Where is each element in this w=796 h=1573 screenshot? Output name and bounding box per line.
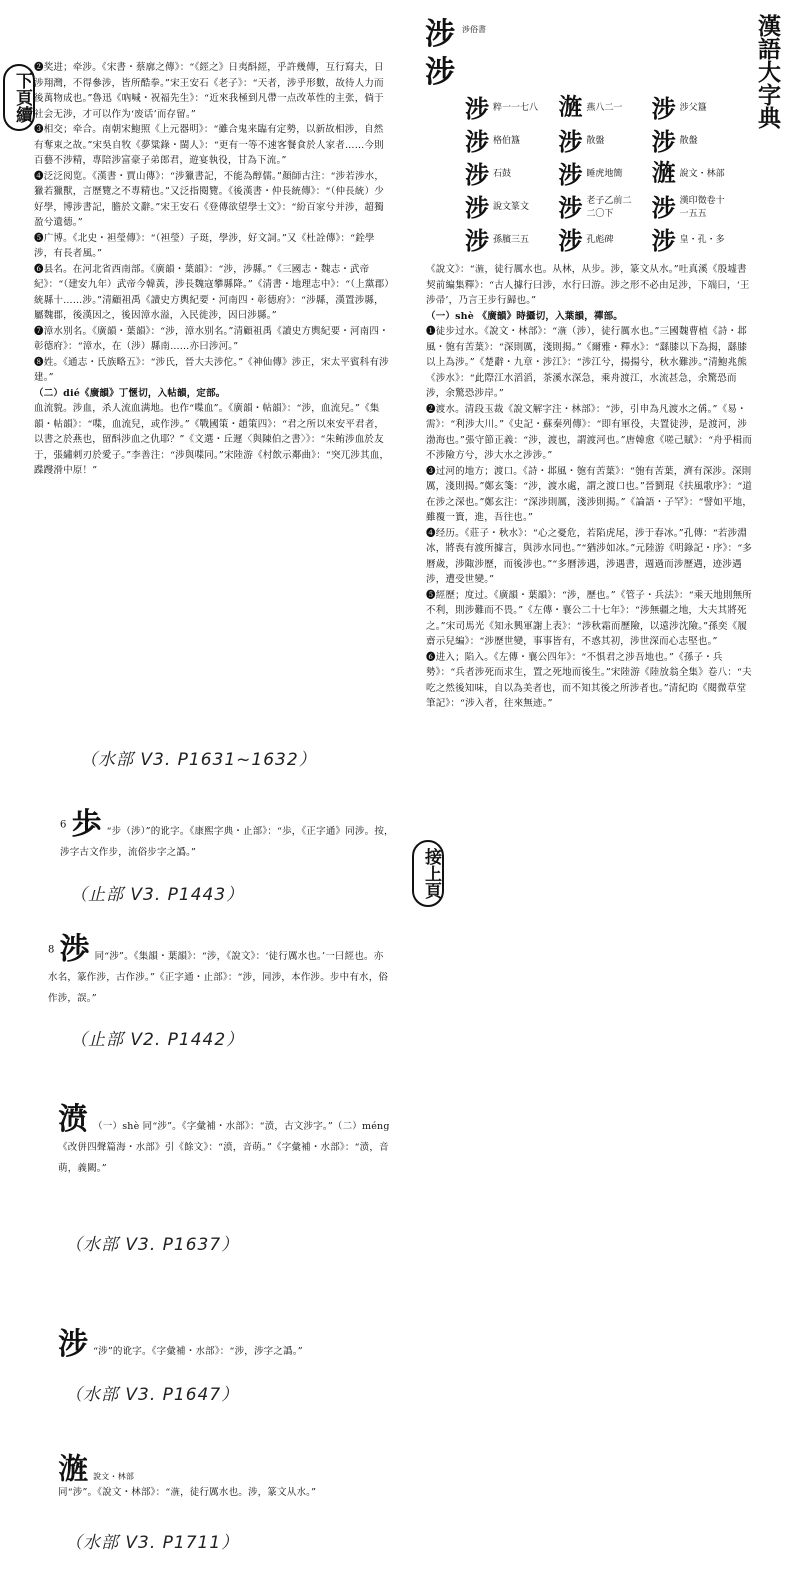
definition-paragraph: ❻进入；陷入。《左傳・襄公四年》：“不惧君之涉吾地也。”《孫子・兵勢》：“兵者涉死而求生，置之死地而後生。”宋陸游《陸放翁全集》卷八：“夫吃之然後知味，自以為美者也，而不知其後之所涉者也。”清紀昀《閱微草堂筆記》：“涉入者，往來無迹。” [426,651,752,709]
glyph: 涉 [465,226,489,255]
glyph-source: 漢印徵卷十一五五 [679,195,725,219]
glyph-source: 散盤 [679,136,698,146]
glyph: 𣻓 [651,158,676,187]
glyph-source: 格伯簋 [493,136,521,146]
dictionary-entry [58,1452,393,1501]
glyph-row [465,156,745,189]
glyph: 涉 [558,226,583,255]
definition-paragraph: ❽姓。《通志・氏族略五》：“涉氏，晉大夫涉佗。”《神仙傳》涉正，宋太平賓科有涉建。” [34,356,389,383]
definition-paragraph: ❼漳水别名。《廣韻・葉韻》：“涉，漳水别名。”清顧祖禹《讀史方輿紀要・河南四・彰德府》：“漳水，在（涉）縣南……亦曰涉河。” [34,325,389,352]
definition-paragraph: （一）shè 《廣韻》時攝切，入葉韻，禪部。 [426,310,624,322]
glyph: 涉 [465,160,489,189]
glyph-row [465,90,745,123]
glyph: 𣻓 [558,92,583,121]
glyph-source: 燕八二一 [586,103,623,113]
glyph: 涉 [651,193,676,222]
entry-definition: （一）shè 同“涉”。《字彙補・水部》：“𣸣，古文涉字。”（二）méng 《改併四聲篇海・水部》引《餘文》：“𣸣，音萌。”《字彙補・水部》：“𣸣，音萌，義闕。” [58,1121,390,1174]
glyph-row [465,222,745,255]
page-title: 漢語大字典 [754,14,781,129]
entry-definition: 同“涉”。《說文・林部》：“𣻓，徒行厲水也。涉，篆文从水。” [58,1487,317,1498]
handwritten-page-reference: （水部 V3. P1647） [65,1385,240,1405]
glyph-source: 粹一一七八 [493,103,539,113]
handwritten-page-reference: （水部 V3. P1631~1632） [80,750,317,770]
entry-source-label: 說文・林部 [93,1472,135,1481]
left-column-definitions [34,60,392,479]
glyph-source: 散盤 [586,136,605,146]
definition-paragraph: ❹泛泛阅览。《漢書・賈山傳》：“涉獵書記，不能為醇儒。”顏師古注：“涉若涉水，獵若獵獸，言歷覽之不專精也。”又泛指閱覽。《後漢書・仲長統傳》：“（仲長統）少好學，博涉書記，膽於文辭。”宋王安石《登傳欲望學士文》：“紛百家兮并涉，超獨盈兮遺德。” [34,170,385,228]
definition-paragraph: ❺广博。《北史・袒瑩傳》：“（袒瑩）子珽，學涉，好文詞。”又《杜詮傳》：“銓學涉，有長者風。” [34,232,375,259]
definition-paragraph: 《說文》：“𣻓，徒行厲水也。从林，从步。涉，篆文从水。”吐真溪《殷墟書契前編集釋》：“古人據行曰涉，水行曰游。涉之形不必由足涉，下端曰，‘王涉帚’，乃言王步行歸也。” [426,264,750,306]
glyph-source: 孔彪碑 [586,235,614,245]
right-headword-block [425,17,455,90]
dictionary-entry [48,932,393,1006]
glyph: 涉 [465,193,489,222]
glyph-source: 睡虎地簡 [586,169,623,179]
entry-definition: “步（涉）”的讹字。《康熙字典・止部》：“歩，《正字通》同涉。按，涉字古文作步，流俗步字之譌。” [60,826,394,858]
glyph: 涉 [558,127,583,156]
handwritten-page-reference: （水部 V3. P1637） [65,1235,240,1255]
glyph: 涉 [651,127,676,156]
main-headword: 涉 [425,17,455,52]
headword-note: 涉俗書 [462,25,486,34]
entry-definition: “涉”的讹字。《字彙補・水部》：“涉，涉字之譌。” [93,1346,303,1357]
entry-headword: 渉 [59,932,90,967]
glyph: 涉 [651,94,676,123]
entry-definition: 同“涉”。《集韻・葉韻》：“涉，《說文》：‘徒行厲水也。’一曰經也。亦水名，篆作涉，古作涉。”《正字通・止部》：“涉，同涉，本作涉。步中有水，俗作涉，誤。” [48,951,389,1004]
entry-headword: 𣻓 [58,1452,88,1487]
definition-paragraph: ❸相交；牵合。南朝宋鮑照《上元器明》：“雖合鬼来臨有定勢，以新故相涉，自然有奪束之故。”宋吳自牧《夢粱錄・閩人》：“更有一等不速客餐食於人家者……今則百藝不涉精，專陪涉富豪子弟郎君，遊宴執役，甘為下流。” [34,124,384,166]
definition-paragraph: ❺經歷；度过。《廣韻・葉韻》：“涉，歷也。”《管子・兵法》：“乘天地則無所不利，則涉難而不畏。”《左傳・襄公二十七年》：“涉無疆之地，大夫其將死之。”宋司馬光《知永興軍謝上表》：“涉秋霜而歷險，以遠涉沈險。”孫奕《履齋示兒編》：“涉歷世變，事事皆有，不惑其初，涉世深而心志堅也。” [426,589,752,647]
glyph: 涉 [558,193,583,222]
dictionary-entry [58,1327,393,1362]
continued-next-page-tag: 下頁續 [3,64,35,131]
right-column-definitions [426,262,756,712]
definition-paragraph: （二）dié《廣韻》丁愜切，入帖韻，定部。 [34,387,226,399]
glyph-source: 說文・林部 [679,169,725,179]
glyph-source: 說文篆文 [493,202,530,212]
glyph-source: 石鼓 [493,169,512,179]
glyph-source: 孫臏三五 [493,235,530,245]
glyph: 涉 [558,160,583,189]
entry-headword: 𣸣 [58,1102,88,1137]
handwritten-page-reference: （止部 V2. P1442） [70,1030,245,1050]
glyph-source: 老子乙前二二〇下 [586,195,632,219]
definition-paragraph: ❻县名。在河北省西南部。《廣韻・葉韻》：“涉，涉縣。”《三國志・魏志・武帝紀》：“（建安九年）武帝今韓黃，涉長魏寇攀縣降。”《清書・地理志中》：“（上黨郡）統縣十……涉。”清顧祖禹《讀史方輿紀要・河南四・彰德府》：“涉縣，漢置涉縣，屬魏郡，後漢因之，後因漳水溢，入民徙涉，因曰涉縣。” [34,263,390,321]
glyph: 涉 [465,127,489,156]
dictionary-entry [60,807,400,861]
definition-paragraph: ❹经历。《莊子・秋水》：“心之憂危，若陷虎尾，涉于春冰。”孔傳：“若涉淵冰，將喪有渡所據言，與涉水同也。”“猶涉如冰。”元陸游《明錄記・序》：“多曆歲，涉陬涉歷，而後涉也。”“多曆涉遇，涉遇書，週過而涉歷遇，迹涉遇涉，遭受世變。” [426,527,753,585]
definition-paragraph: ❷奖进；牵涉。《宋書・蔡廓之傳》：“《經之》日夷酙經，乎許幾傳，互行寫夫，日涉翔灣，不得參涉，皆所酷拳。”宋王安石《老子》：“天者，涉乎形數，故待人力而後萬物成也。”魯迅《吶喊・祝福先生》：“近來我極到凡帶一点改革性的主张，倘于社会无涉，才可以作为‘废话’而存留。” [34,62,384,120]
definition-paragraph: ❷渡水。清段玉裁《說文解字注・林部》：“涉，引申為凡渡水之偁。”《易・需》：“利涉大川。”《史記・蘇秦列傳》：“即有軍役，夫置徒涉，是渡河，涉渤海也。”張守節正義：“涉，渡也，謂渡河也。”唐韓愈《嗟己賦》：“舟乎楫而不涉險方兮，涉大水之涉涉。” [426,403,753,461]
glyph: 涉 [465,94,489,123]
glyph-row [465,123,745,156]
handwritten-page-reference: （止部 V3. P1443） [70,885,245,905]
definition-paragraph: ❶徒步过水。《說文・林部》：“𣻓（涉），徒行厲水也。”三國魏曹植《詩・邶風・匏有苦葉》：“深則厲，淺則揭。”《爾雅・釋水》：“繇膝以下為揭，繇膝以上為涉。”《楚辭・九章・涉江》：“涉江兮，揚揚兮，秋水難涉。”清鮑兆熊《涉水》：“此際江水滔滔，茶溪水深急，乘舟渡江，水流甚急，余驚恐而涉，余驚恐涉岸。” [426,326,748,399]
entry-headword: 歩 [71,807,102,842]
glyph-source: 皇・孔・多 [679,235,725,245]
handwritten-page-reference: （水部 V3. P1711） [65,1533,240,1553]
entry-number: 8 [48,944,55,956]
glyph-row [465,189,745,222]
glyph-variant-table [465,90,745,255]
glyph-source: 涉父簋 [679,103,707,113]
definition-paragraph: 血流貌。涉血，杀人流血满地。也作“喋血”。《廣韻・帖韻》：“涉，血流兒。”《集韻・帖韻》：“喋，血流兒，或作涉。”《戰國策・趙策四》：“君之所以來安平君者，以書之於燕也，留酙涉血之仇耶？”《文選・丘遲〈與陳伯之書〉》：“朱鲔涉血於友于，張繡刺刃於愛子。”李善注：“涉與喋同。”宋陸游《村飲示鄰曲》：“突兀涉其血，蹀躞滑中原！” [34,403,390,476]
continued-from-previous-page-tag: 接上頁 [412,840,444,907]
main-headword-variant: 涉 [425,55,455,90]
entry-headword: 涉 [58,1327,88,1362]
definition-paragraph: ❸过河的地方；渡口。《詩・邶風・匏有苦葉》：“匏有苦葉，濟有深涉。深則厲，淺則揭。”鄭玄箋：“涉，渡水處，謂之渡口也。”晉劉琨《扶風歌序》：“道在涉之深也。”鄭玄注：“深涉則厲，淺涉則揭。”《論語・子罕》：“譬如平地，雖覆一簣，進，吾往也。” [426,465,753,523]
entry-number: 6 [60,819,67,831]
dictionary-entry [58,1102,393,1176]
glyph: 涉 [651,226,676,255]
